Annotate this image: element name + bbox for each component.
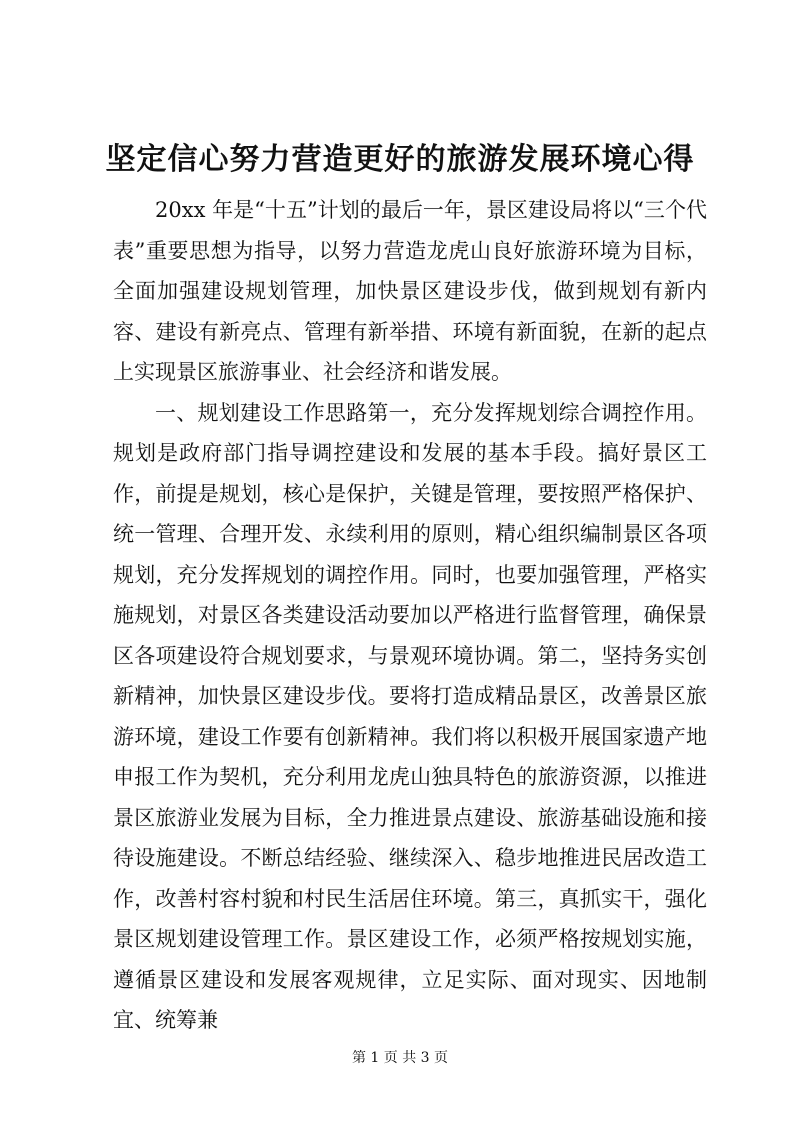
page-number: 第 1 页 共 3 页 bbox=[351, 1050, 449, 1066]
document-body bbox=[113, 190, 707, 1041]
paragraph-planning: 一、规划建设工作思路第一，充分发挥规划综合调控作用。规划是政府部门指导调控建设和发展的基本手段。搞好景区工作，前提是规划，核心是保护，关键是管理，要按照严格保护、统一管理、合理开发、永续利用的原则，精心组织编制景区各项规划，充分发挥规划的调控作用。同时，也要加强管理，严格实施规划，对景区各类建设活动要加以严格进行监督管理，确保景区各项建设符合规划要求，与景观环境协调。第二，坚持务实创新精神，加快景区建设步伐。要将打造成精品景区，改善景区旅游环境，建设工作要有创新精神。我们将以积极开展国家遗产地申报工作为契机，充分利用龙虎山独具特色的旅游资源，以推进景区旅游业发展为目标，全力推进景点建设、旅游基础设施和接待设施建设。不断总结经验、继续深入、稳步地推进民居改造工作，改善村容村貌和村民生活居住环境。第三，真抓实干，强化景区规划建设管理工作。景区建设工作，必须严格按规划实施，遵循景区建设和发展客观规律，立足实际、面对现实、因地制宜、统筹兼 bbox=[113, 400, 707, 1032]
document-title: 坚定信心努力营造更好的旅游发展环境心得 bbox=[105, 142, 695, 177]
paragraph-intro: 20xx 年是“十五”计划的最后一年，景区建设局将以“三个代表”重要思想为指导，以努力营造龙虎山良好旅游环境为目标，全面加强建设规划管理，加快景区建设步伐，做到规划有新内容、建设有新亮点、管理有新举措、环境有新面貌，在新的起点上实现景区旅游事业、社会经济和谐发展。 bbox=[113, 198, 707, 384]
